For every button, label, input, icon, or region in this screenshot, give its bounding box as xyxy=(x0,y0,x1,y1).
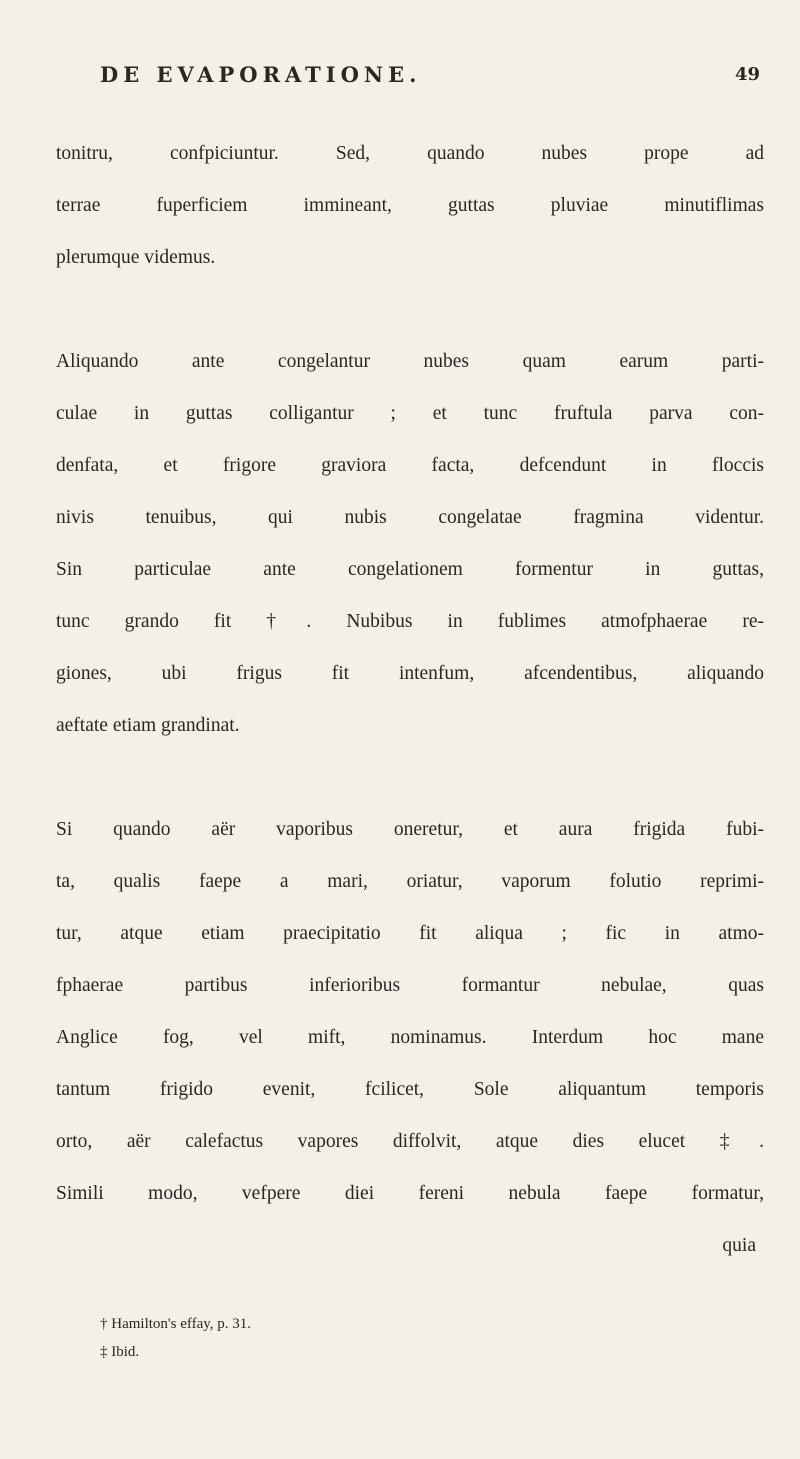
page-header xyxy=(100,52,760,92)
running-head: DE EVAPORATIONE. xyxy=(100,62,422,87)
text-line: Sin particulae ante congelationem formentur in guttas, xyxy=(56,559,764,580)
text-line: fphaerae partibus inferioribus formantur nebulae, quas xyxy=(56,975,764,996)
text-line: ta, qualis faepe a mari, oriatur, vaporum folutio reprimi- xyxy=(56,871,764,892)
text-line: denfata, et frigore graviora facta, defcendunt in floccis xyxy=(56,455,764,476)
paragraph-2 xyxy=(56,336,764,752)
text-line: tur, atque etiam praecipitatio fit aliqua ; fic in atmo- xyxy=(56,923,764,944)
text-line: Aliquando ante congelantur nubes quam earum parti- xyxy=(56,351,764,372)
text-line: aeftate etiam grandinat. xyxy=(56,715,240,736)
text-line: tantum frigido evenit, fcilicet, Sole aliquantum temporis xyxy=(56,1079,764,1100)
footnotes xyxy=(100,1310,500,1366)
text-line: tunc grando fit †. Nubibus in fublimes atmofphaerae re- xyxy=(56,611,764,632)
paragraph-1 xyxy=(56,128,764,284)
text-line: nivis tenuibus, qui nubis congelatae fragmina videntur. xyxy=(56,507,764,528)
text-line: Simili modo, vefpere diei fereni nebula faepe formatur, xyxy=(56,1183,764,1204)
paragraph-3 xyxy=(56,804,764,1220)
text-line: giones, ubi frigus fit intenfum, afcendentibus, aliquando xyxy=(56,663,764,684)
body-text xyxy=(56,128,764,1272)
page-number: 49 xyxy=(734,64,760,85)
catchword: quia xyxy=(722,1235,756,1256)
text-line: Anglice fog, vel mift, nominamus. Interdum hoc mane xyxy=(56,1027,764,1048)
text-line: orto, aër calefactus vapores diffolvit, atque dies elucet ‡. xyxy=(56,1131,764,1152)
text-line: Si quando aër vaporibus oneretur, et aura frigida fubi- xyxy=(56,819,764,840)
text-line: plerumque videmus. xyxy=(56,247,216,268)
text-line: tonitru, confpiciuntur. Sed, quando nubes prope ad xyxy=(56,143,764,164)
footnote: ‡ Ibid. xyxy=(100,1344,140,1360)
footnote: † Hamilton's effay, p. 31. xyxy=(100,1316,252,1332)
text-line: terrae fuperficiem immineant, guttas pluviae minutiflimas xyxy=(56,195,764,216)
text-line: culae in guttas colligantur ; et tunc fruftula parva con- xyxy=(56,403,764,424)
